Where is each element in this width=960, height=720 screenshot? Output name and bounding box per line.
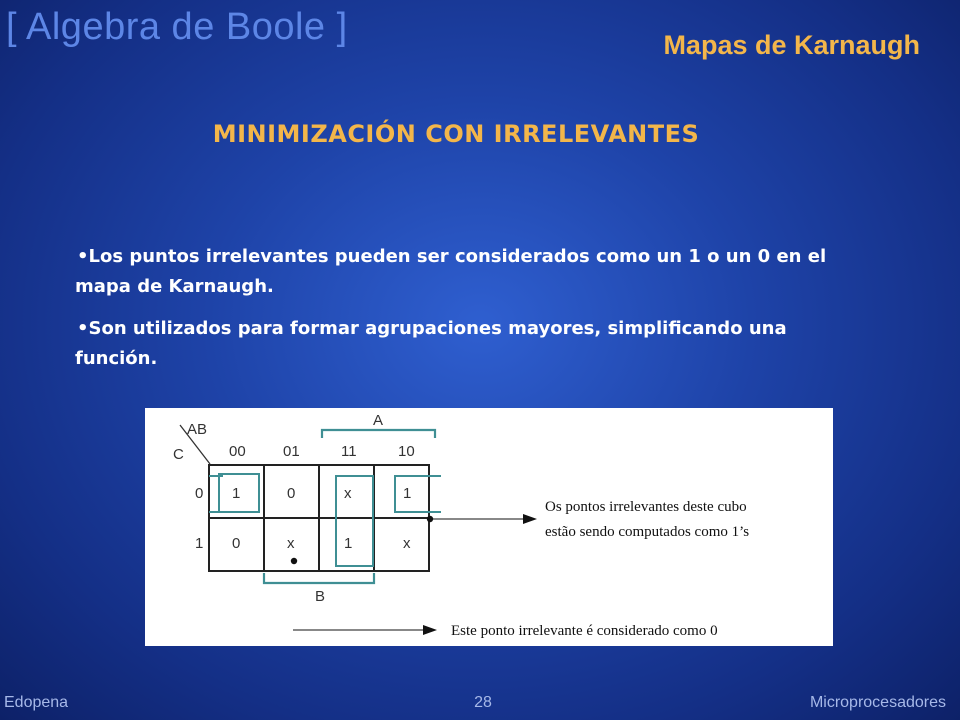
kmap-cell: 1 xyxy=(403,485,412,502)
irrelevant-dot xyxy=(291,558,297,564)
kmap-cell: x xyxy=(287,535,295,552)
kmap-cell: 1 xyxy=(344,535,353,552)
slide-subtitle: Mapas de Karnaugh xyxy=(663,30,920,60)
section-title: MINIMIZACIÓN CON IRRELEVANTES xyxy=(212,120,700,148)
kmap-cell: 0 xyxy=(287,485,296,502)
group-label-a: A xyxy=(373,412,384,429)
karnaugh-diagram xyxy=(145,408,833,646)
slide-title: [ Algebra de Boole ] xyxy=(6,6,348,48)
bullet-symbol: • xyxy=(77,246,89,267)
bullet-text: Los puntos irrelevantes pueden ser considerados como un 1 o un 0 en el mapa de Karnaugh. xyxy=(75,246,827,297)
footer-course: Microprocesadores xyxy=(809,694,946,711)
bullet-item xyxy=(75,242,875,302)
kmap-cell: 0 xyxy=(232,535,241,552)
col-header: 11 xyxy=(341,443,357,460)
note-text: estão sendo computados como 1’s xyxy=(545,524,750,540)
row-header: 0 xyxy=(195,485,204,502)
note-text: Este ponto irrelevante é considerado como 0 xyxy=(451,623,718,639)
col-header: 10 xyxy=(398,443,415,460)
bullet-item xyxy=(75,314,875,374)
corner-label-c: C xyxy=(173,446,184,463)
footer-page-number: 28 xyxy=(474,694,492,711)
arrow-head xyxy=(423,625,437,635)
kmap-cell: x xyxy=(403,535,411,552)
arrow-head xyxy=(523,514,537,524)
group-column-11 xyxy=(336,476,373,566)
kmap-cell: x xyxy=(344,485,352,502)
note-text: Os pontos irrelevantes deste cubo xyxy=(545,499,747,515)
bullet-text: Son utilizados para formar agrupaciones mayores, simplificando una función. xyxy=(75,318,787,369)
corner-label-ab: AB xyxy=(187,421,208,438)
bullet-symbol: • xyxy=(77,318,89,339)
group-wrap-left xyxy=(209,476,223,512)
group-wrap-right xyxy=(395,476,441,512)
footer-author: Edopena xyxy=(4,694,69,711)
bullet-list xyxy=(75,242,875,386)
row-header: 1 xyxy=(195,535,204,552)
group-b-bracket xyxy=(264,573,374,583)
group-a-bracket xyxy=(322,430,435,438)
group-label-b: B xyxy=(315,588,326,605)
col-header: 01 xyxy=(283,443,300,460)
kmap-cell: 1 xyxy=(232,485,241,502)
col-header: 00 xyxy=(229,443,246,460)
karnaugh-map-svg xyxy=(145,408,833,646)
